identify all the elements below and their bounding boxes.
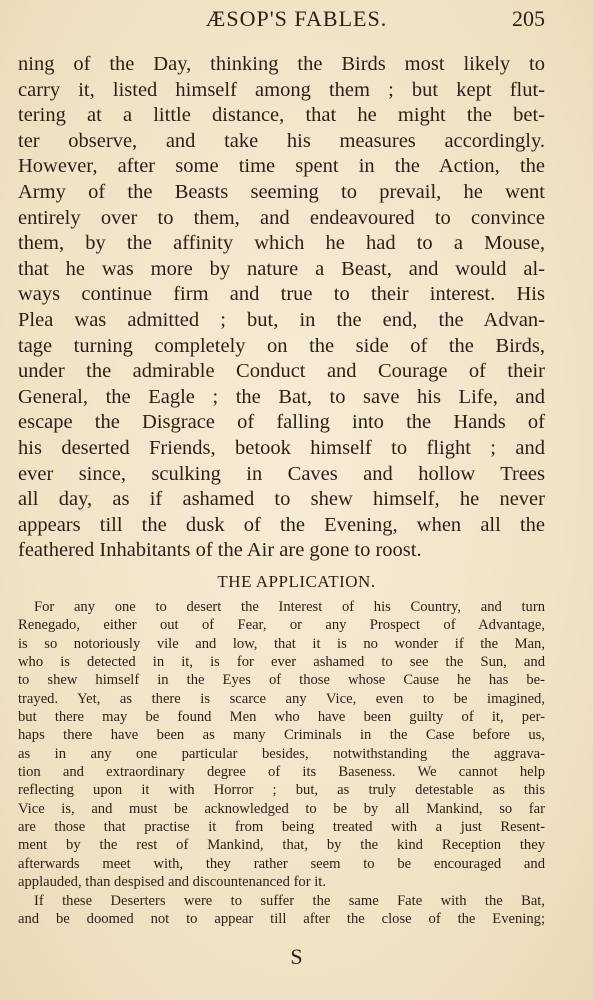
- signature-mark: S: [290, 944, 303, 969]
- text-line: Plea was admitted ; but, in the end, the Advan-: [18, 308, 545, 331]
- text-line: tion and extraordinary degree of its Baseness. We cannot help: [18, 764, 545, 781]
- text-line: entirely over to them, and endeavoured to convince: [18, 206, 545, 229]
- text-line: haps there have been as many Criminals in the Case before us,: [18, 727, 545, 744]
- running-head: ÆSOP'S FABLES.: [205, 6, 388, 31]
- text-line: trayed. Yet, as there is scarce any Vice, even to be imagined,: [18, 690, 545, 707]
- text-line: his deserted Friends, betook himself to flight ; and: [18, 436, 545, 459]
- text-line: ter observe, and take his measures accordingly.: [18, 129, 545, 152]
- text-line: tering at a little distance, that he might the bet-: [18, 104, 545, 127]
- text-line: ment by the rest of Mankind, that, by the kind Reception they: [18, 837, 545, 854]
- text-line: but there may be found Men who have been guilty of it, per-: [18, 709, 545, 726]
- text-line: to shew himself in the Eyes of those whose Cause he has be-: [18, 672, 545, 689]
- text-line: ning of the Day, thinking the Birds most likely to: [18, 53, 545, 75]
- text-line: is so notoriously vile and low, that it is no wonder if the Man,: [18, 635, 545, 652]
- application-text: [18, 598, 545, 928]
- text-line: that he was more by nature a Beast, and would al-: [18, 257, 545, 280]
- text-line: applauded, than despised and discountenanced for it.: [18, 874, 326, 891]
- text-line: escape the Disgrace of falling into the Hands of: [18, 411, 545, 434]
- text-line: appears till the dusk of the Evening, when all the: [18, 513, 545, 536]
- application-heading: THE APPLICATION.: [217, 572, 376, 591]
- text-line: reflecting upon it with Horror ; but, as truly detestable as this: [18, 782, 545, 799]
- text-line: tage turning completely on the side of the Birds,: [18, 334, 545, 357]
- text-line: Renegado, either out of Fear, or any Prospect of Advantage,: [18, 617, 545, 634]
- text-line: carry it, listed himself among them ; but kept flut-: [18, 78, 545, 101]
- text-line: all day, as if ashamed to shew himself, he never: [18, 488, 545, 511]
- text-line: General, the Eagle ; the Bat, to save his Life, and: [18, 385, 545, 408]
- text-line: afterwards meet with, they rather seem to be encouraged and: [18, 855, 545, 872]
- text-line: For any one to desert the Interest of his Country, and turn: [34, 599, 545, 615]
- text-line: feathered Inhabitants of the Air are gone to roost.: [18, 539, 422, 562]
- fable-text: [18, 52, 545, 564]
- text-line: However, after some time spent in the Action, the: [18, 155, 545, 178]
- text-line: and be doomed not to appear till after the close of the Evening;: [18, 910, 545, 927]
- page-number: 205: [512, 6, 545, 31]
- text-line: who is detected in it, is for ever ashamed to see the Sun, and: [18, 654, 545, 671]
- text-line: are those that practise it from being treated with a just Resent-: [18, 819, 545, 836]
- text-line: Army of the Beasts seeming to prevail, he went: [18, 180, 545, 203]
- text-line: ways continue firm and true to their interest. His: [18, 283, 545, 306]
- text-line: If these Deserters were to suffer the same Fate with the Bat,: [34, 892, 545, 909]
- text-line: ever since, sculking in Caves and hollow Trees: [18, 462, 545, 485]
- text-line: Vice is, and must be acknowledged to be by all Mankind, so far: [18, 800, 545, 817]
- text-line: under the admirable Conduct and Courage of their: [18, 360, 545, 383]
- text-line: them, by the affinity which he had to a Mouse,: [18, 232, 545, 255]
- page-header: [0, 6, 593, 36]
- text-line: as in any one particular besides, notwithstanding the aggrava-: [18, 745, 545, 762]
